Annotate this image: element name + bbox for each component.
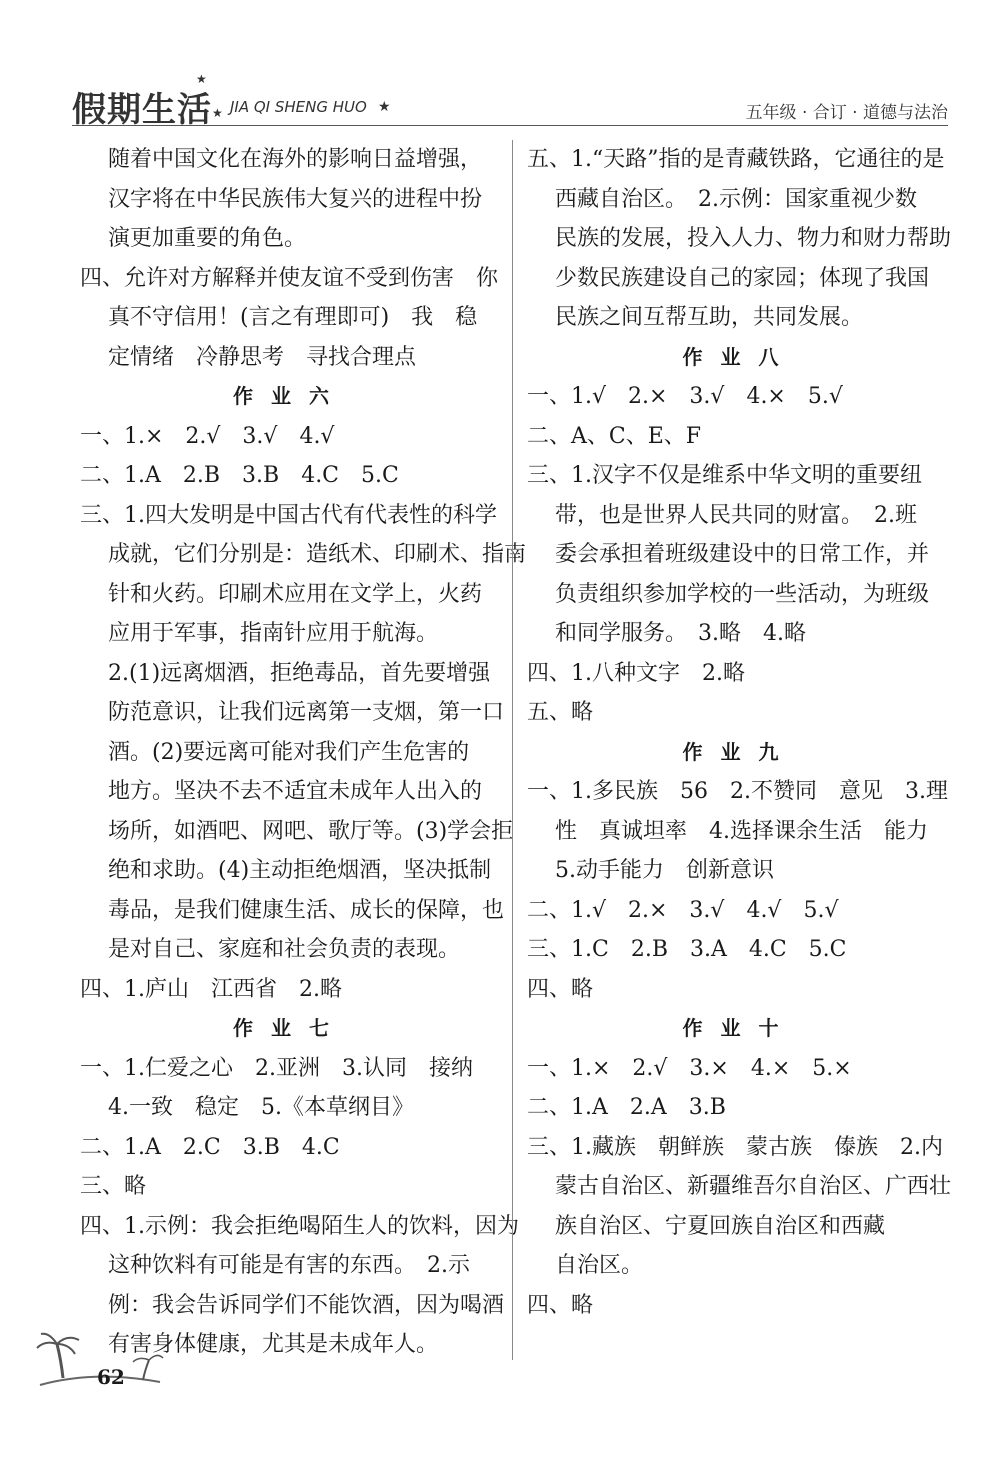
answer-line: 蒙古自治区、新疆维吾尔自治区、广西壮 — [555, 1174, 952, 1199]
answer-line: 四、略 — [527, 1292, 594, 1318]
logo-pinyin: JIA QI SHENG HUO — [230, 98, 367, 116]
header-rule — [72, 125, 948, 126]
answer-line: 三、1.藏族 朝鲜族 蒙古族 傣族 2.内 — [527, 1134, 943, 1160]
answer-line: 例：我会告诉同学们不能饮酒，因为喝酒 — [108, 1292, 505, 1318]
page-number: 62 — [97, 1365, 125, 1389]
answer-line: 民族的发展，投入人力、物力和财力帮助 — [555, 226, 952, 251]
answer-line: 民族之间互帮互助，共同发展。 — [555, 305, 864, 330]
answer-line: 一、1.仁爱之心 2.亚洲 3.认同 接纳 — [80, 1055, 473, 1081]
answer-line: 是对自己、家庭和社会负责的表现。 — [108, 937, 461, 962]
book-info: 五年级 · 合订 · 道德与法治 — [745, 103, 948, 123]
answer-line: 一、1.多民族 56 2.不赞同 意见 3.理 — [527, 779, 948, 804]
answer-line: 四、1.示例：我会拒绝喝陌生人的饮料，因为 — [80, 1213, 519, 1239]
answer-line: 少数民族建设自己的家园；体现了我国 — [555, 265, 930, 291]
section-title: 作业六 — [233, 384, 347, 408]
answer-line: 真不守信用！(言之有理即可) 我 稳 — [108, 305, 478, 330]
answer-line: 5.动手能力 创新意识 — [555, 858, 774, 883]
answer-line: 演更加重要的角色。 — [108, 226, 307, 251]
answer-line: 2.(1)远离烟酒，拒绝毒品，首先要增强 — [108, 660, 491, 686]
answer-line: 一、1.√ 2.× 3.√ 4.× 5.√ — [527, 384, 843, 409]
answer-line: 二、1.A 2.C 3.B 4.C — [80, 1134, 340, 1160]
answer-line: 这种饮料有可能是有害的东西。 2.示 — [108, 1253, 470, 1278]
answer-line: 三、1.汉字不仅是维系中华文明的重要纽 — [527, 463, 922, 488]
answer-line: 二、1.A 2.B 3.B 4.C 5.C — [80, 463, 399, 488]
answer-line: 成就，它们分别是：造纸术、印刷术、指南 — [108, 542, 527, 567]
answer-line: 汉字将在中华民族伟大复兴的进程中扮 — [108, 186, 483, 212]
answer-line: 酒。(2)要远离可能对我们产生危害的 — [108, 739, 470, 765]
answer-line: 随着中国文化在海外的影响日益增强， — [108, 147, 483, 172]
star-icon: ★ — [212, 106, 223, 120]
section-title: 作业十 — [682, 1016, 797, 1040]
answer-line: 负责组织参加学校的一些活动，为班级 — [555, 581, 930, 607]
answer-line: 和同学服务。 3.略 4.略 — [555, 621, 806, 646]
answer-line: 地方。坚决不去不适宜未成年人出入的 — [108, 779, 483, 804]
answer-line: 4.一致 稳定 5.《本草纲目》 — [108, 1095, 414, 1120]
answer-line: 三、1.四大发明是中国古代有代表性的科学 — [80, 502, 497, 528]
section-title: 作业七 — [233, 1016, 347, 1040]
answer-line: 四、1.庐山 江西省 2.略 — [80, 976, 342, 1002]
answer-line: 二、1.A 2.A 3.B — [527, 1095, 726, 1120]
answer-line: 四、略 — [527, 976, 594, 1002]
star-icon: ★ — [196, 72, 207, 86]
right-column — [527, 140, 952, 1325]
page-header — [60, 70, 960, 130]
logo-title: 假期生活 — [72, 90, 212, 130]
answer-line: 一、1.× 2.√ 3.× 4.× 5.× — [527, 1055, 852, 1081]
answer-line: 带，也是世界人民共同的财富。 2.班 — [555, 502, 917, 528]
answer-line: 三、略 — [80, 1174, 147, 1199]
answer-line: 二、1.√ 2.× 3.√ 4.√ 5.√ — [527, 897, 839, 923]
answer-line: 四、允许对方解释并使友谊不受到伤害 你 — [80, 265, 499, 291]
answer-line: 委会承担着班级建设中的日常工作，并 — [555, 542, 930, 567]
column-divider — [512, 140, 513, 1360]
answer-line: 自治区。 — [555, 1253, 644, 1278]
answer-line: 有害身体健康，尤其是未成年人。 — [108, 1332, 439, 1357]
answer-line: 五、1.“天路”指的是青藏铁路，它通往的是 — [527, 147, 945, 172]
answer-line: 性 真诚坦率 4.选择课余生活 能力 — [555, 818, 928, 844]
star-icon: ★ — [378, 99, 391, 115]
answer-line: 族自治区、宁夏回族自治区和西藏 — [555, 1213, 886, 1239]
answer-line: 场所，如酒吧、网吧、歌厅等。(3)学会拒 — [108, 818, 514, 844]
answer-line: 应用于军事，指南针应用于航海。 — [108, 621, 439, 646]
answer-line: 防范意识，让我们远离第一支烟，第一口 — [108, 700, 505, 725]
answer-line: 三、1.C 2.B 3.A 4.C 5.C — [527, 937, 847, 962]
answer-line: 针和火药。印刷术应用在文学上，火药 — [108, 581, 483, 607]
answer-line: 毒品，是我们健康生活、成长的保障，也 — [108, 897, 505, 923]
answer-line: 五、略 — [527, 700, 594, 725]
answer-line: 绝和求助。(4)主动拒绝烟酒，坚决抵制 — [108, 858, 492, 883]
answer-line: 定情绪 冷静思考 寻找合理点 — [108, 344, 417, 370]
answer-line: 一、1.× 2.√ 3.√ 4.√ — [80, 423, 335, 449]
answer-line: 四、1.八种文字 2.略 — [527, 660, 745, 686]
section-title: 作业八 — [682, 344, 797, 369]
left-column — [80, 140, 527, 1365]
answer-line: 西藏自治区。 2.示例：国家重视少数 — [555, 186, 917, 212]
answer-line: 二、A、C、E、F — [527, 423, 702, 449]
section-title: 作业九 — [682, 739, 797, 764]
